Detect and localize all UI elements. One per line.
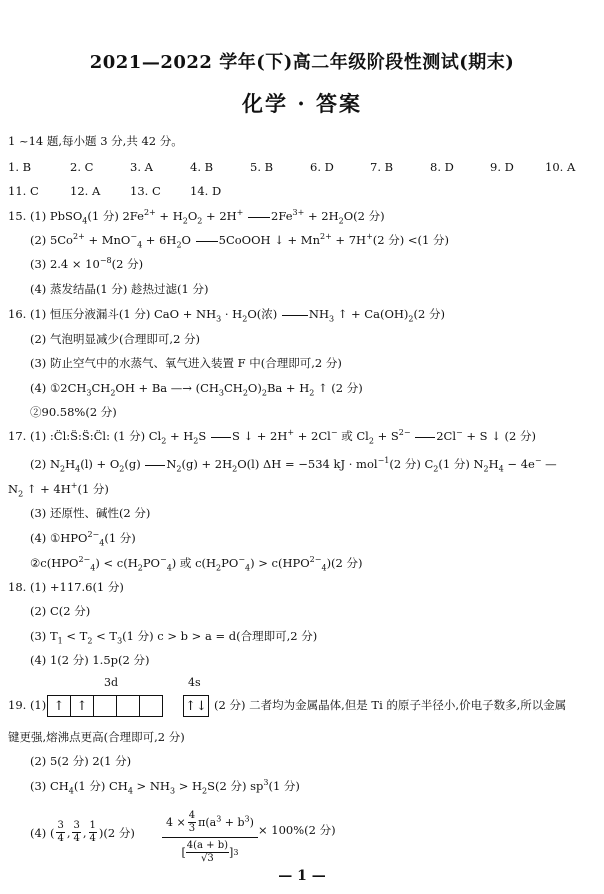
orbital-box <box>93 695 117 717</box>
equals-arrow <box>145 465 165 466</box>
q15-line-2: (2) $5Co^{2+} + MnO^-_4 + 6H_2O$ 5CoOOH ↓ + $Mn^{2+} + 7H^+(2$ 分) <(1 分) <box>30 232 449 250</box>
orbital-box: ↑↓ <box>183 695 209 717</box>
q18-line-2: (2) C(2 分) <box>30 604 91 618</box>
q17-line-3: $N_2$ ↑ + 4H+(1 分) <box>8 481 109 499</box>
q19-line-3: (2) 5(2 分) 2(1 分) <box>30 754 132 768</box>
orbital-diagram-4s <box>184 695 209 717</box>
orbital-label-3d: 3d <box>104 676 119 689</box>
mc-item: 2. C <box>70 160 94 174</box>
density-formula <box>162 810 258 865</box>
q19-line-2: 键更强,熔沸点更高(合理即可,2 分) <box>8 730 185 744</box>
q15-line-4: (4) 蒸发结晶(1 分) 趁热过滤(1 分) <box>30 282 209 296</box>
q17-line-6: $②c(HPO^{2-}_4) < c(H_2PO^-_4)$ 或 $c(H_2PO^-_4) > c(HPO^{2-}_4)(2$ 分) <box>30 555 363 573</box>
q16-line-3: (3) 防止空气中的水蒸气、氧气进入装置 F 中(合理即可,2 分) <box>30 356 342 370</box>
equals-arrow <box>196 241 218 242</box>
mc-item: 5. B <box>250 160 274 174</box>
q18-line-3: (3) $T_1 < T_2 < T_3(1$ 分) c > b > a = d(合理即可,2 分) <box>30 629 318 646</box>
q16-line-5: ②90.58%(2 分) <box>30 405 117 419</box>
page-title: 2021—2022 学年(下)高二年级阶段性测试(期末) <box>89 52 515 73</box>
equals-arrow <box>282 315 308 316</box>
page-number: — 1 — <box>278 868 326 884</box>
q15-line-3: (3) $2.4 \times 10^{-8}(2$ 分) <box>30 256 144 271</box>
mc-item: 10. A <box>545 160 576 174</box>
mc-item: 9. D <box>490 160 514 174</box>
fraction: $\frac{3}{4}$ <box>73 820 80 844</box>
q19-line-5: (4) ( $\frac{3}{4}$ , $\frac{3}{4}$ , $\frac{1}{4}$ )(2 分) <box>30 820 135 844</box>
mc-item: 3. A <box>130 160 153 174</box>
orbital-label-4s: 4s <box>188 676 201 689</box>
fraction: $\frac{4}{3}$ <box>188 810 196 834</box>
mc-item: 6. D <box>310 160 334 174</box>
q17-line-4: (3) 还原性、碱性(2 分) <box>30 506 151 520</box>
q16-line-4: (4) $①2CH_3CH_2OH + Ba$ —→ $(CH_3CH_2O)_2Ba + H_2$ ↑ (2 分) <box>30 381 363 398</box>
formula-denominator: [ $\frac{4(a + b)}{√3}$ ] 3 <box>181 840 239 864</box>
mc-item: 8. D <box>430 160 454 174</box>
fraction: $\frac{3}{4}$ <box>57 820 64 844</box>
intro-line: 1 ~14 题,每小题 3 分,共 42 分。 <box>8 134 183 148</box>
mc-item: 11. C <box>8 184 39 198</box>
mc-item: 12. A <box>70 184 101 198</box>
q16-line-2: (2) 气泡明显减少(合理即可,2 分) <box>30 332 201 346</box>
q18-line-4: (4) 1(2 分) 1.5p(2 分) <box>30 653 150 667</box>
fraction: $\frac{1}{4}$ <box>89 820 96 844</box>
q17-line-5: (4) $①HPO^{2-}_4(1$ 分) <box>30 530 136 548</box>
q17-line-1: 17. (1) :C̈l:S̈:S̈:C̈l: (1 分) $Cl_2 + H_2S$ S ↓ + 2H+ + 2Cl− 或 $Cl_2 + S^{2-}$ 2Cl− + S ↓ (2 分) <box>8 428 536 446</box>
q18-line-1: 18. (1) +117.6(1 分) <box>8 580 124 594</box>
mc-item: 13. C <box>130 184 161 198</box>
orbital-box: ↑ <box>70 695 94 717</box>
q19-tail: × 100%(2 分) <box>258 823 336 837</box>
orbital-box <box>139 695 163 717</box>
equals-arrow <box>415 437 435 438</box>
q19-prefix: 19. (1) <box>8 698 47 712</box>
orbital-diagram-3d <box>48 695 163 717</box>
q17-line-2: (2) $N_2H_4(l) + O_2(g) N_2(g) + 2H_2O(l) \Delta H = -534$ kJ · mol$^{-1}$(2 分) $C_2(1$ 分) $N_2H_4 - 4e^-$ — <box>30 456 557 474</box>
q15-line-1: 15. (1) PbSO$_4$(1 分) $2Fe^{2+} + H_2O_2 + 2H^+$ $2Fe^{3+} + 2H_2O(2$ 分) <box>8 208 385 226</box>
orbital-box: ↑ <box>47 695 71 717</box>
mc-item: 7. B <box>370 160 394 174</box>
q19-line-4: (3) $CH_4(1$ 分) $CH_4 > NH_3 > H_2S(2$ 分) $sp^3(1$ 分) <box>30 778 300 796</box>
orbital-box <box>116 695 140 717</box>
q19-line-1-rest: (2 分) 二者均为金属晶体,但是 Ti 的原子半径小,价电子数多,所以金属 <box>214 698 567 712</box>
mc-item: 4. B <box>190 160 214 174</box>
page-subtitle: 化学 · 答案 <box>242 91 362 116</box>
fraction: $\frac{4(a + b)}{√3}$ <box>186 840 229 864</box>
equals-arrow <box>211 437 231 438</box>
equals-arrow <box>248 217 270 218</box>
q16-line-1: 16. (1) 恒压分液漏斗(1 分) CaO + $NH_3 \cdot H_2O$(浓) $NH_3$ ↑ + $Ca(OH)_2(2$ 分) <box>8 307 445 324</box>
formula-numerator: 4 × $\frac{4}{3}$ $\pi(a^3 + b^3)$ <box>162 810 258 838</box>
mc-item: 14. D <box>190 184 222 198</box>
mc-item: 1. B <box>8 160 32 174</box>
